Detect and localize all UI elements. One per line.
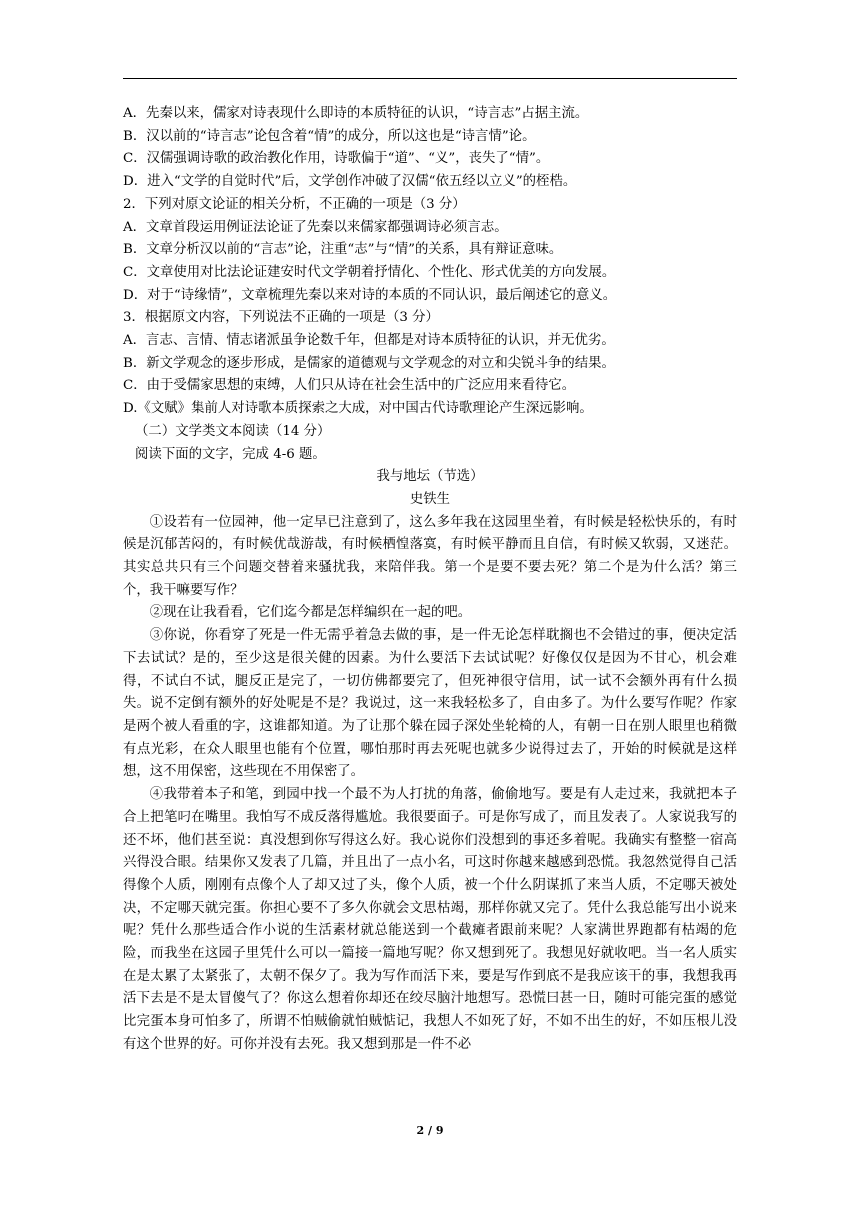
q3-option-a: A．言志、言情、情志诸派虽争论数千年，但都是对诗本质特征的认识，并无优劣。 [123,333,615,349]
q3-option-b: B．新文学观念的逐步形成，是儒家的道德观与文学观念的对立和尖锐斗争的结果。 [123,355,615,371]
paragraph-2: ②现在让我看看，它们迄今都是怎样编织在一起的吧。 [149,605,472,621]
q2-stem: 2．下列对原文论证的相关分析，不正确的一项是（3 分） [123,196,466,212]
q2-option-a: A．文章首段运用例证法论证了先秦以来儒家都强调诗必须言志。 [123,219,508,235]
q3-stem: 3．根据原文内容，下列说法不正确的一项是（3 分） [123,310,439,326]
q1-option-d: D．进入“文学的自觉时代”后，文学创作冲破了汉儒“依五经以立义”的桎梏。 [123,174,577,190]
page-number: 2 / 9 [416,1124,444,1137]
article-title: 我与地坛（节选） [376,469,484,485]
paragraph-4: ④我带着本子和笔，到园中找一个最不为人打扰的角落，偷偷地写。要是有人走过来，我就把本子合上把笔叼在嘴里。我怕写不成反落得尴尬。我很要面子。可是你写成了，而且发表了。人家说我写的还不坏，他们甚至说：真没想到你写得这么好。我心说你们没想到的事还多着呢。我确实有整整一宿高兴得没合眼。结果你又发表了几篇，并且出了一点小名，可这时你越来越感到恐慌。我忽然觉得自己活得像个人质，刚刚有点像个人了却又过了头，像个人质，被一个什么阴谋抓了来当人质，不定哪天被处决，不定哪天就完蛋。你担心要不了多久你就会文思枯竭，那样你就又完了。凭什么我总能写出小说来呢？凭什么那些适合作小说的生活素材就总能送到一个截瘫者跟前来呢？人家满世界跑都有枯竭的危险，而我坐在这园子里凭什么可以一篇接一篇地写呢？你又想到死了。我想见好就收吧。当一名人质实在是太累了太紧张了，太朝不保夕了。我为写作而活下来，要是写作到底不是我应该干的事，我想我再活下去是不是太冒傻气了？你这么想着你却还在绞尽脑汁地想写。恐慌曰甚一日，随时可能完蛋的感觉比完蛋本身可怕多了，所谓不怕贼偷就怕贼惦记，我想人不如死了好，不如不出生的好，不如压根儿没有这个世界的好。可你并没有去死。我又想到那是一件不必 [123,787,737,1052]
q2-option-d: D．对于“诗缘情”，文章梳理先秦以来对诗的本质的不同认识，最后阐述它的意义。 [123,287,617,303]
q2-option-c: C．文章使用对比法论证建安时代文学朝着抒情化、个性化、形式优美的方向发展。 [123,264,616,280]
q1-option-c: C．汉儒强调诗歌的政治教化作用，诗歌偏于“道”、“义”，丧失了“情”。 [123,151,550,167]
q1-option-a: A．先秦以来，儒家对诗表现什么即诗的本质特征的认识，“诗言志”占据主流。 [123,106,589,121]
q1-option-b: B．汉以前的“诗言志”论包含着“情”的成分，所以这也是“诗言情”论。 [123,128,536,144]
q3-option-d: D.《文赋》集前人对诗歌本质探索之大成，对中国古代诗歌理论产生深远影响。 [123,401,593,417]
header-rule [123,78,737,79]
section-heading: （二）文学类文本阅读（14 分） [135,423,331,439]
paragraph-3: ③你说，你看穿了死是一件无需乎着急去做的事，是一件无论怎样耽搁也不会错过的事，便决定活下去试试？是的，至少这是很关健的因素。为什么要活下去试试呢？好像仅仅是因为不甘心，机会难得，不试白不试，腿反正是完了，一切仿佛都要完了，但死神很守信用，试一试不会额外再有什么损失。说不定倒有额外的好处呢是不是？我说过，这一来我轻松多了，自由多了。为什么要写作呢？作家是两个被人看重的字，这谁都知道。为了让那个躲在园子深处坐轮椅的人，有朝一日在别人眼里也稍微有点光彩，在众人眼里也能有个位置，哪怕那时再去死呢也就多少说得过去了，开始的时候就是这样想，这不用保密，这些现在不用保密了。 [123,628,737,780]
q3-option-c: C．由于受儒家思想的束缚，人们只从诗在社会生活中的广泛应用来看待它。 [123,378,576,394]
page-content [123,103,737,1057]
q2-option-b: B．文章分析汉以前的“言志”论，注重“志”与“情”的关系，具有辩证意味。 [123,242,563,258]
section-instruction: 阅读下面的文字，完成 4-6 题。 [135,446,326,462]
article-author: 史铁生 [409,491,451,507]
paragraph-1: ①设若有一位园神，他一定早已注意到了，这么多年我在这园里坐着，有时候是轻松快乐的，有时候是沉郁苦闷的，有时候优哉游哉，有时候栖惶落寞，有时候平静而且自信，有时候又软弱，又迷茫。其实总共只有三个问题交替着来骚扰我，来陪伴我。第一个是要不要去死？第二个是为什么活？第三个，我干嘛要写作？ [123,514,737,598]
